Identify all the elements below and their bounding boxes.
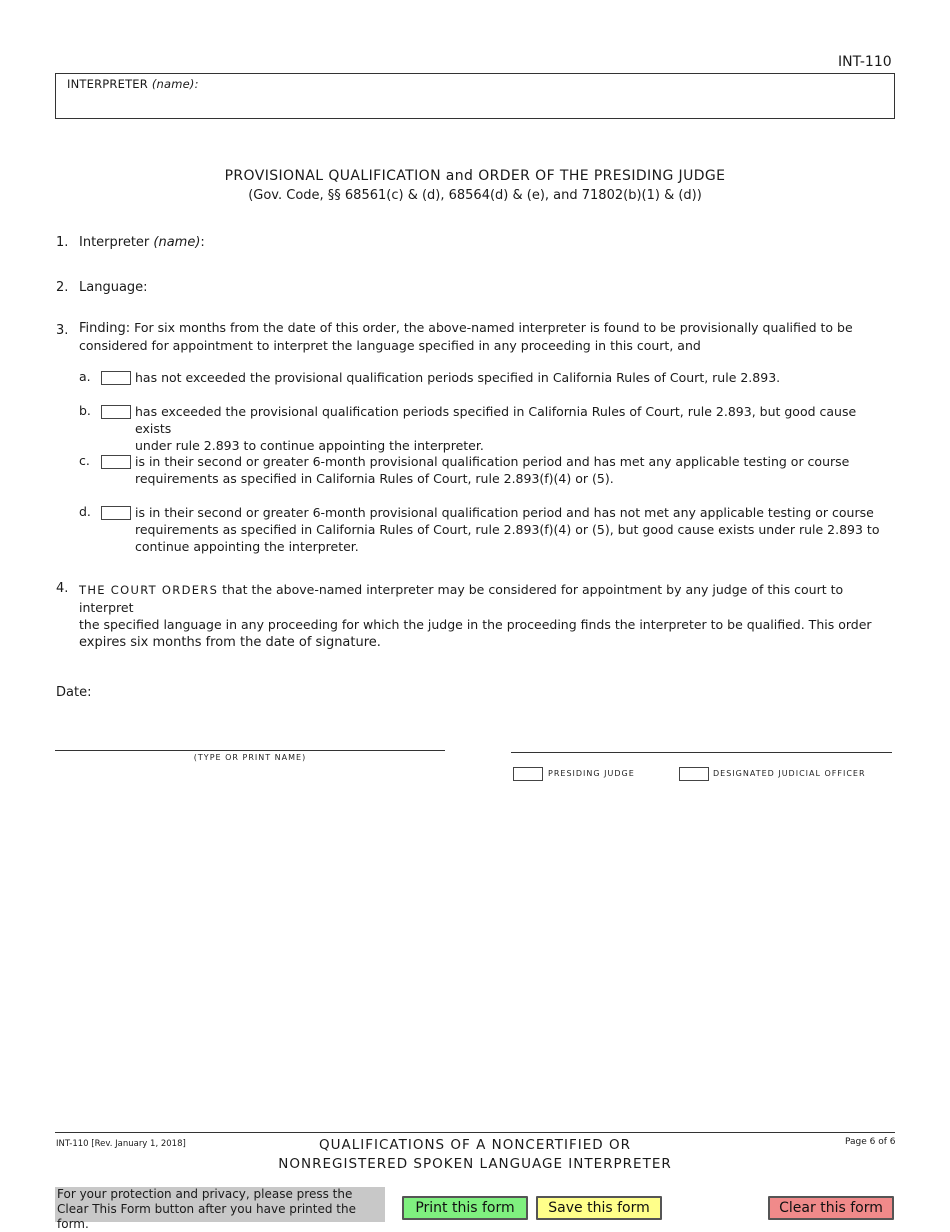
footer-title: QUALIFICATIONS OF A NONCERTIFIED OR NONREGISTERED SPOKEN LANGUAGE INTERPRETER <box>278 1137 672 1172</box>
print-form-button[interactable]: Print this form <box>402 1196 528 1220</box>
save-form-button[interactable]: Save this form <box>536 1196 662 1220</box>
item-4-order-text: THE COURT ORDERS that the above-named interpreter may be considered for appointment by any judge of this court to interpret the specified language in any proceeding for which the judge in the proceeding finds the interpreter to be qualified. This order expires six months from the date of signature. <box>79 582 872 650</box>
item-3d-text: is in their second or greater 6-month provisional qualification period and has not met any applicable testing or course requirements as specified in California Rules of Court, rule 2.893(f)(4) or (5), but good cause exists under rule 2.893 to continue appointing the interpreter. <box>135 505 880 554</box>
interpreter-name-label: INTERPRETER (name): <box>67 77 199 91</box>
designated-officer-checkbox[interactable] <box>679 767 709 781</box>
item-2-language-field[interactable]: Language: <box>79 280 148 295</box>
item-3c-checkbox[interactable] <box>101 455 131 469</box>
item-3b-checkbox[interactable] <box>101 405 131 419</box>
designated-officer-label: DESIGNATED JUDICIAL OFFICER <box>713 769 866 778</box>
item-2-number: 2. <box>56 280 69 295</box>
clear-form-button[interactable]: Clear this form <box>768 1196 894 1220</box>
page-number: Page 6 of 6 <box>845 1137 896 1147</box>
footer-divider <box>55 1132 895 1133</box>
item-3a-text: has not exceeded the provisional qualification periods specified in California Rules of Court, rule 2.893. <box>135 370 781 385</box>
print-name-line[interactable] <box>55 750 445 751</box>
item-3c-letter: c. <box>79 453 90 468</box>
privacy-note: For your protection and privacy, please press the Clear This Form button after you have printed the form. <box>55 1187 385 1222</box>
item-3b-letter: b. <box>79 403 91 418</box>
item-3-finding-text: Finding: For six months from the date of this order, the above-named interpreter is found to be provisionally qualified to be considered for appointment to interpret the language specified in any proceeding in this court, and <box>79 320 853 353</box>
presiding-judge-checkbox[interactable] <box>513 767 543 781</box>
type-print-name-label: (TYPE OR PRINT NAME) <box>193 753 307 762</box>
form-id: INT-110 <box>838 54 892 70</box>
date-field[interactable]: Date: <box>56 685 92 700</box>
item-3-number: 3. <box>56 323 69 338</box>
item-4-number: 4. <box>56 581 69 596</box>
signature-line[interactable] <box>511 752 892 753</box>
presiding-judge-label: PRESIDING JUDGE <box>548 769 635 778</box>
form-revision: INT-110 [Rev. January 1, 2018] <box>56 1139 186 1149</box>
item-1-interpreter-field[interactable]: Interpreter (name): <box>79 235 205 250</box>
item-1-number: 1. <box>56 235 69 250</box>
item-3c-text: is in their second or greater 6-month provisional qualification period and has met any applicable testing or course requirements as specified in California Rules of Court, rule 2.893(f)(4) or (5). <box>135 454 850 486</box>
interpreter-name-field[interactable] <box>55 73 895 119</box>
form-subtitle: (Gov. Code, §§ 68561(c) & (d), 68564(d) & (e), and 71802(b)(1) & (d)) <box>248 188 702 203</box>
form-title: PROVISIONAL QUALIFICATION and ORDER OF THE PRESIDING JUDGE <box>224 168 726 184</box>
item-3a-checkbox[interactable] <box>101 371 131 385</box>
item-3a-letter: a. <box>79 369 91 384</box>
item-3d-letter: d. <box>79 504 91 519</box>
item-3b-text: has exceeded the provisional qualification periods specified in California Rules of Court, rule 2.893, but good cause exists under rule 2.893 to continue appointing the interpreter. <box>135 404 857 453</box>
item-3d-checkbox[interactable] <box>101 506 131 520</box>
